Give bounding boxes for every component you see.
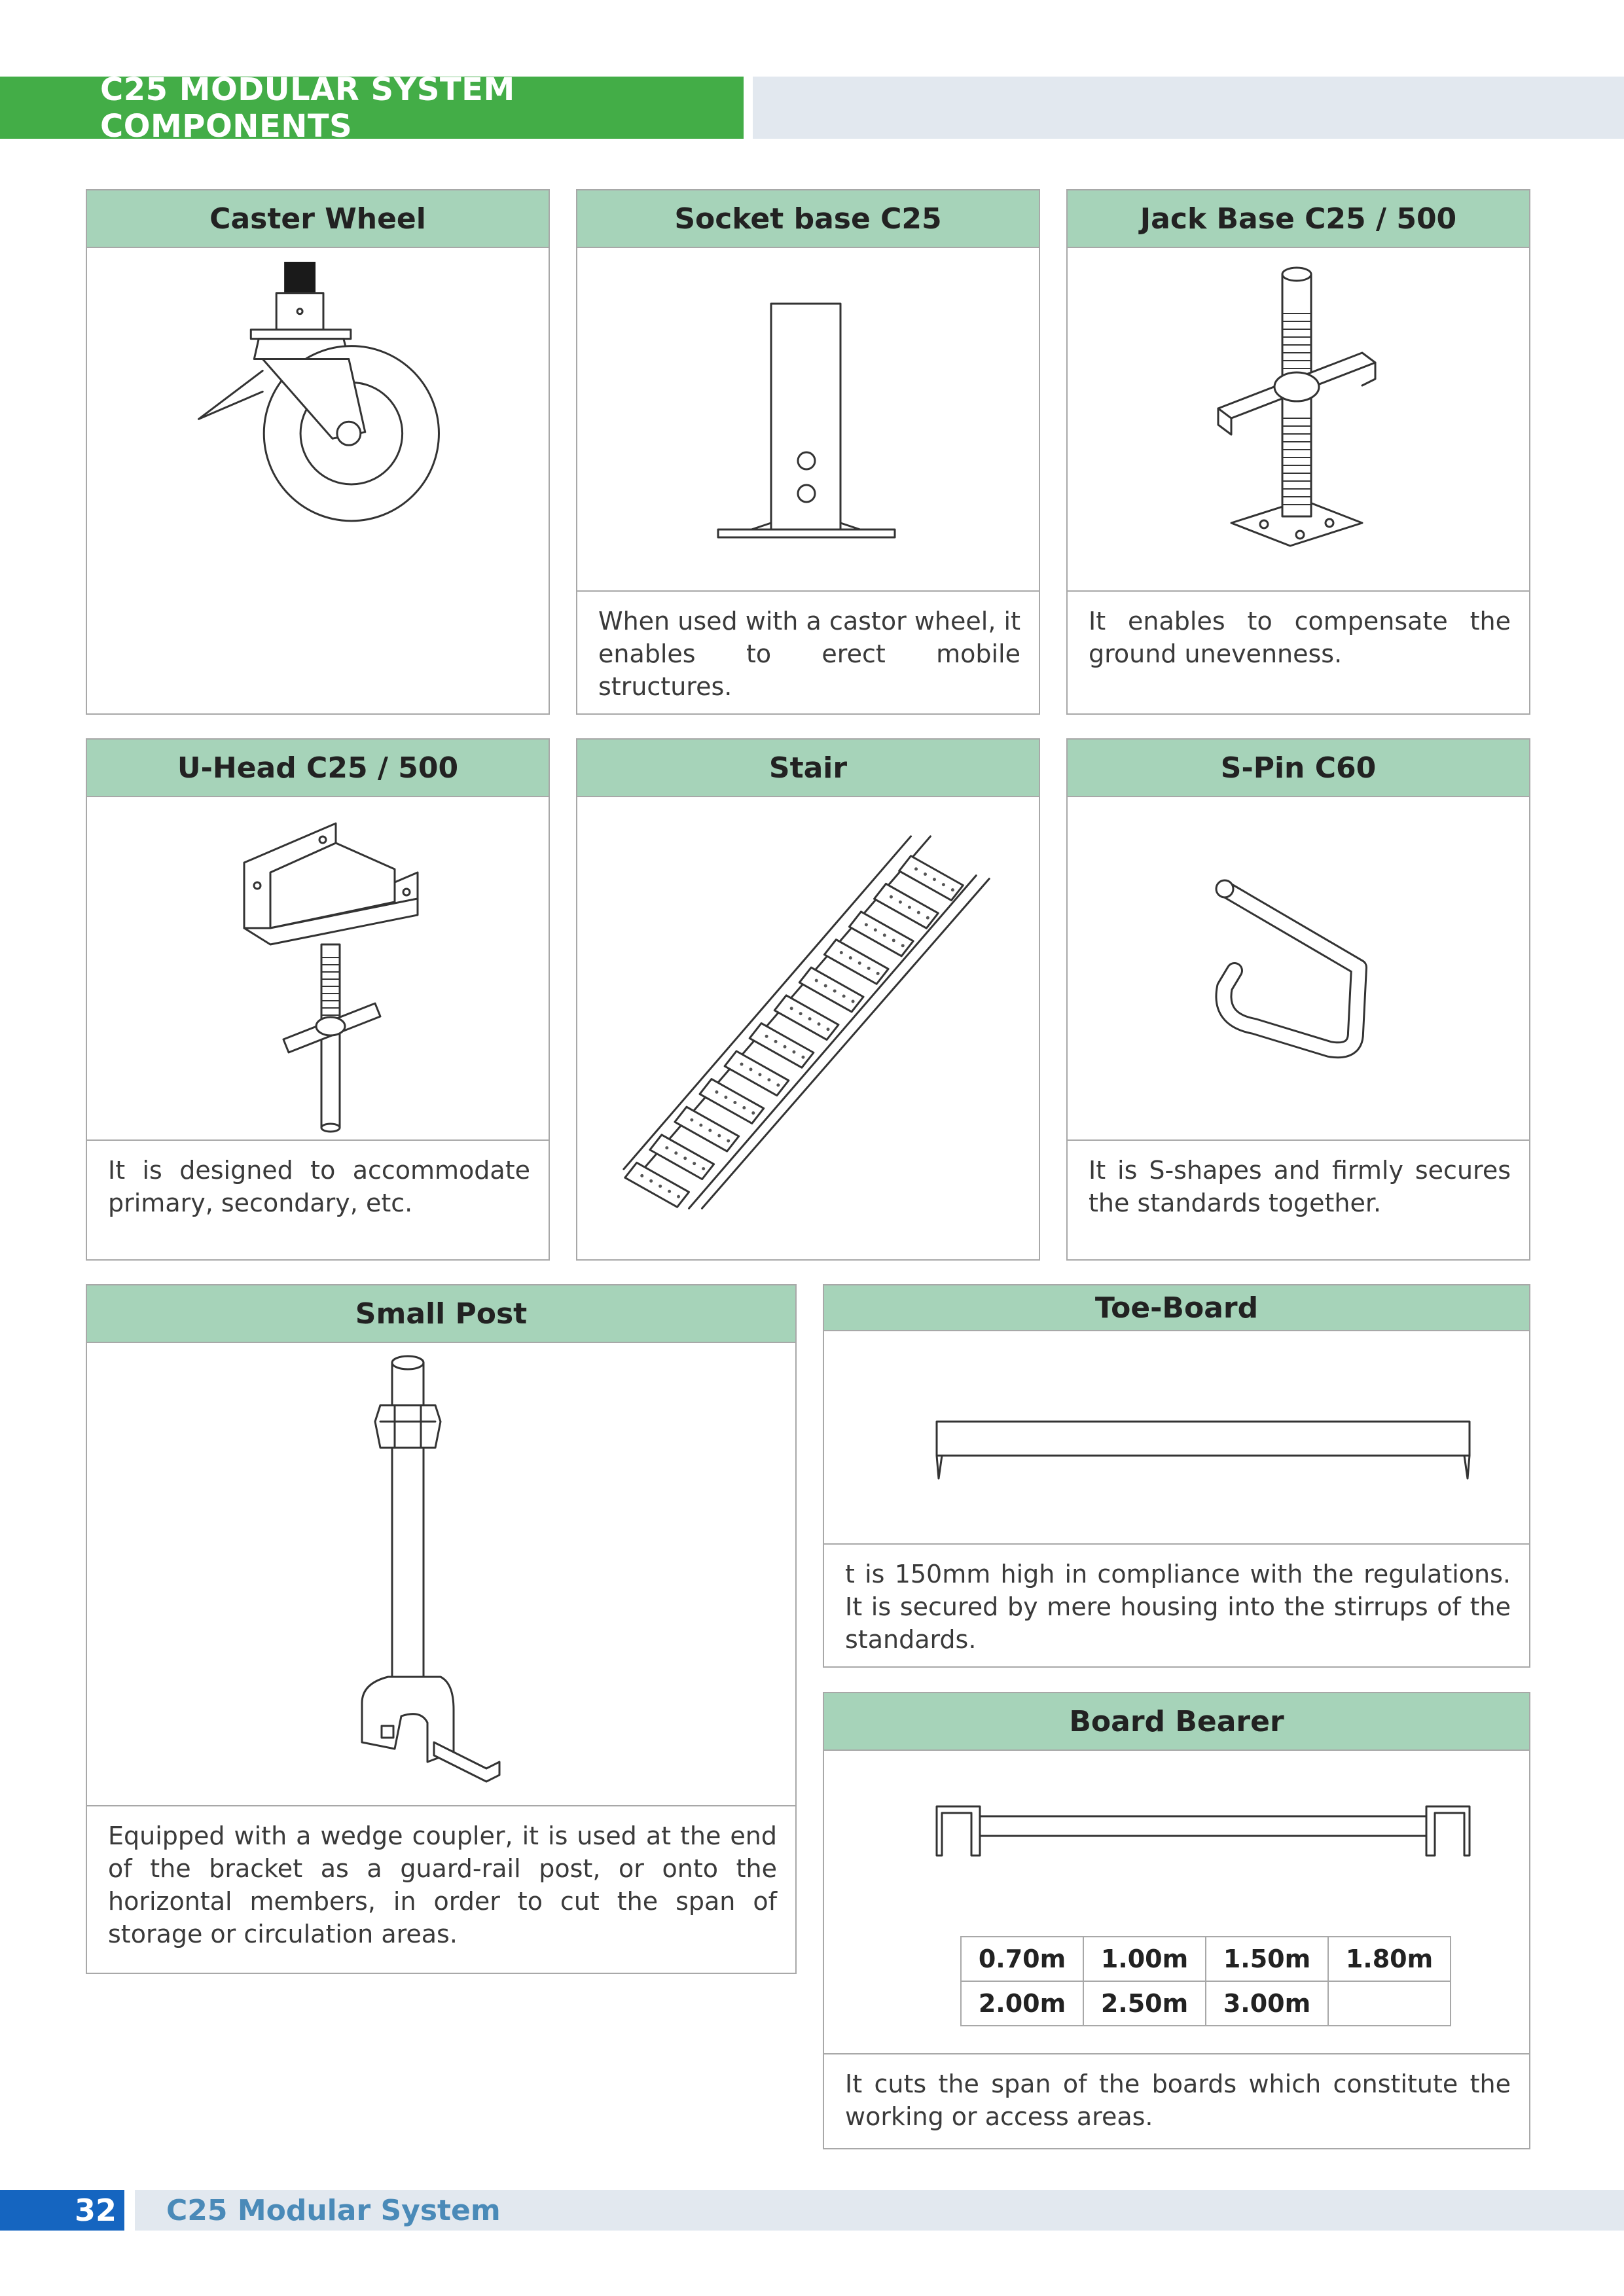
tread-perforation [917, 911, 920, 914]
table-row [961, 1937, 1451, 1981]
tread-perforation [808, 1017, 812, 1020]
tread-perforation [699, 1124, 702, 1127]
card-description: t is 150mm high in compliance with the regulations. It is secured by mere housing into the stirrups of the standards. [824, 1543, 1529, 1666]
tread-perforation [659, 1185, 662, 1188]
card-description: When used with a castor wheel, it enables to erect mobile structures. [577, 590, 1039, 713]
tread-perforation [901, 944, 905, 947]
page-header-bar [753, 77, 1624, 139]
table-cell: 0.70m [961, 1937, 1083, 1981]
tread-perforation [874, 928, 877, 931]
tread-perforation [749, 1067, 752, 1071]
stair-tread [725, 1051, 789, 1096]
card-title: Stair [577, 740, 1039, 797]
tread-perforation [858, 961, 861, 965]
tread-perforation [693, 1162, 696, 1165]
tread-perforation [727, 1139, 730, 1143]
card-description: It enables to compensate the ground unevenness. [1068, 590, 1529, 713]
socket-base-illustration [577, 248, 1039, 592]
card-socket-base [576, 189, 1040, 715]
card-description: It is S-shapes and firmly secures the standards together. [1068, 1139, 1529, 1259]
card-small-post [86, 1284, 797, 1974]
card-stair [576, 738, 1040, 1261]
tread-perforation [818, 1022, 821, 1026]
tread-perforation [677, 1195, 680, 1198]
toe-board-illustration [824, 1331, 1529, 1545]
tread-perforation [758, 1073, 761, 1076]
tread-perforation [908, 906, 911, 909]
tread-perforation [842, 995, 846, 998]
stair-tread [875, 884, 939, 928]
page-number: 32 [0, 2190, 124, 2231]
tread-perforation [865, 923, 868, 926]
stair-tread [799, 967, 863, 1012]
card-description: It is designed to accommodate primary, secondary, etc. [87, 1139, 549, 1259]
tread-perforation [733, 1101, 736, 1104]
card-s-pin [1066, 738, 1530, 1261]
tread-perforation [801, 1056, 804, 1059]
tread-perforation [890, 895, 893, 899]
card-title: U-Head C25 / 500 [87, 740, 549, 797]
s-pin-illustration [1068, 797, 1529, 1141]
small-post-illustration [87, 1343, 795, 1808]
tread-perforation [849, 956, 852, 960]
tread-perforation [790, 1007, 793, 1010]
tread-perforation [751, 1111, 755, 1115]
table-cell [1328, 1981, 1451, 2026]
tread-perforation [665, 1146, 668, 1149]
tread-perforation [852, 1000, 855, 1003]
tread-perforation [924, 872, 927, 876]
tread-perforation [815, 979, 818, 982]
tread-perforation [776, 1083, 780, 1086]
tread-perforation [951, 888, 954, 891]
card-board-bearer [823, 1692, 1530, 2149]
tread-perforation [784, 1045, 787, 1049]
card-title: Socket base C25 [577, 190, 1039, 248]
stair-tread [774, 996, 839, 1040]
footer-section-title: C25 Modular System [135, 2190, 1624, 2231]
card-jack-base [1066, 189, 1530, 715]
tread-perforation [767, 1078, 770, 1081]
tread-perforation [876, 972, 880, 975]
tread-perforation [702, 1167, 705, 1170]
stair-tread [700, 1079, 764, 1124]
tread-perforation [668, 1190, 671, 1193]
tread-perforation [649, 1179, 653, 1183]
tread-perforation [742, 1106, 746, 1109]
card-title: S-Pin C60 [1068, 740, 1529, 797]
tread-perforation [690, 1119, 693, 1122]
board-bearer-illustration [824, 1751, 1529, 1869]
stair-tread [899, 856, 964, 901]
tread-perforation [640, 1174, 643, 1177]
tread-perforation [899, 901, 902, 904]
tread-perforation [717, 1134, 721, 1138]
tread-perforation [840, 951, 843, 954]
jack-base-illustration [1068, 248, 1529, 592]
card-caster-wheel [86, 189, 550, 715]
stair-tread [625, 1162, 689, 1207]
tread-perforation [792, 1050, 795, 1054]
stair-tread [650, 1135, 714, 1179]
tread-perforation [827, 1028, 830, 1031]
tread-perforation [674, 1151, 677, 1155]
card-title: Jack Base C25 / 500 [1068, 190, 1529, 248]
stair-tread [675, 1107, 739, 1151]
page-header-title: C25 MODULAR SYSTEM COMPONENTS [0, 77, 744, 139]
table-cell: 1.50m [1206, 1937, 1328, 1981]
card-description: It cuts the span of the boards which constitute the working or access areas. [824, 2053, 1529, 2148]
stair-tread [749, 1023, 814, 1067]
tread-perforation [833, 990, 837, 993]
tread-perforation [765, 1035, 768, 1038]
card-title: Small Post [87, 1285, 795, 1343]
card-title: Toe-Board [824, 1285, 1529, 1331]
table-cell: 1.80m [1328, 1937, 1451, 1981]
tread-perforation [933, 878, 936, 881]
table-cell: 2.50m [1083, 1981, 1206, 2026]
card-description: Equipped with a wedge coupler, it is used at the end of the bracket as a guard-rail post, or onto the horizontal members, in order to cut the span of storage or circulation areas. [87, 1805, 795, 1973]
stair-tread [824, 940, 888, 984]
card-u-head [86, 738, 550, 1261]
table-row [961, 1981, 1451, 2026]
table-cell: 3.00m [1206, 1981, 1328, 2026]
tread-perforation [740, 1062, 744, 1066]
tread-perforation [824, 984, 827, 988]
tread-perforation [708, 1129, 712, 1132]
tread-perforation [683, 1157, 687, 1160]
tread-perforation [724, 1096, 727, 1099]
caster-wheel-illustration [87, 248, 549, 713]
u-head-illustration [87, 797, 549, 1141]
tread-perforation [799, 1012, 803, 1015]
tread-perforation [867, 967, 871, 970]
card-title: Caster Wheel [87, 190, 549, 248]
tread-perforation [892, 939, 895, 942]
board-bearer-sizes-table [960, 1936, 1451, 2026]
table-cell: 1.00m [1083, 1937, 1206, 1981]
stair-illustration [577, 797, 1039, 1259]
tread-perforation [774, 1040, 778, 1043]
card-title: Board Bearer [824, 1693, 1529, 1751]
tread-perforation [926, 916, 929, 920]
tread-perforation [883, 933, 886, 937]
tread-perforation [942, 883, 945, 886]
tread-perforation [914, 867, 918, 870]
table-cell: 2.00m [961, 1981, 1083, 2026]
stair-tread [849, 912, 913, 956]
tread-perforation [715, 1090, 718, 1094]
card-toe-board [823, 1284, 1530, 1668]
